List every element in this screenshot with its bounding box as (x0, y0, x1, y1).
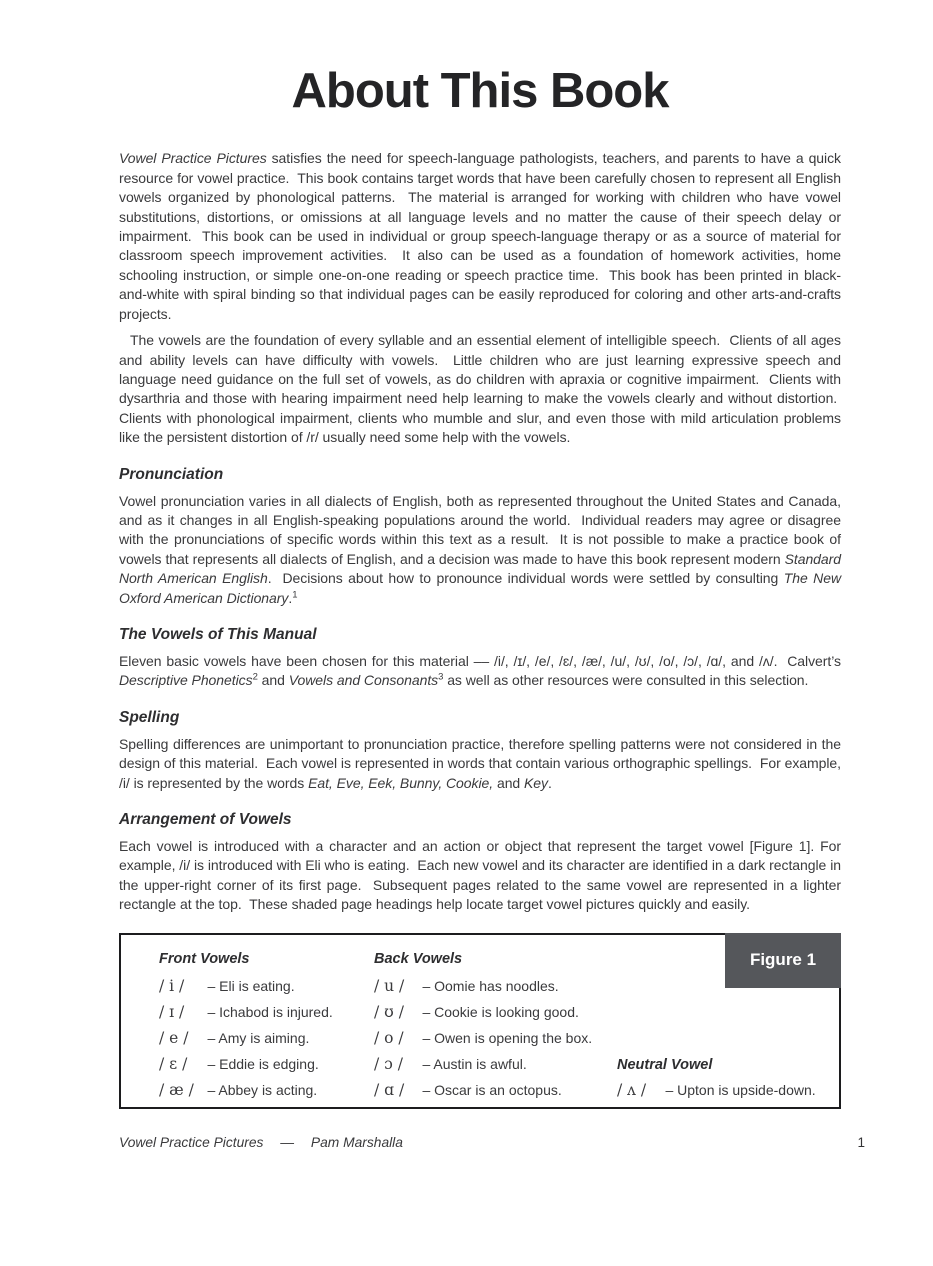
section-paragraph: Vowel pronunciation varies in all dialects of English, both as represented throughout the United States and Canada, and as it changes in all English-speaking populations around the world. Individual readers may agree or disagree with the pronunciations of specific words within this text as a result. It is not possible to make a practice book of vowels that represents all dialects of English, and a decision was made to have this book represent modern Standard North American English. Decisions about how to pronounce individual words were settled by consulting The New Oxford American Dictionary.$^1$ (119, 492, 842, 606)
vowel-label: – Abbey is acting. (207, 1081, 318, 1098)
vowel-item (159, 1029, 374, 1048)
intro-section (119, 149, 841, 447)
neutral-vowel-header: Neutral Vowel (617, 1056, 713, 1073)
section-paragraph: Each vowel is introduced with a character and an action or object that represent the target vowel [Figure 1]. For example, /i/ is introduced with Eli who is eating. Each new vowel and its character are identified in a dark rectangle in the upper-right corner of its first page. Subsequent pages related to the same vowel are represented in a lighter rectangle at the top. These shaded page headings help locate target vowel pictures quickly and easily. (119, 838, 841, 913)
vowel-item (374, 1081, 617, 1100)
vowel-label: – Austin is awful. (422, 1055, 527, 1072)
vowel-item (374, 1029, 617, 1048)
section-arrangement-of-vowels (119, 811, 841, 915)
vowel-notation: / u / (374, 976, 405, 995)
vowel-item (374, 977, 617, 996)
section-spelling (119, 709, 841, 793)
section-paragraph: Eleven basic vowels have been chosen for this material –– /i/, /ɪ/, /e/, /ɛ/, /æ/, /u/, /ʊ/, /o/, /ɔ/, /ɑ/, and /ʌ/. Calvert’s Descriptive Phonetics$^2$ and Vowels and Consonants$^3$ as well as other resources were consulted in this selection. (119, 652, 841, 689)
figure-1-box (119, 933, 841, 1109)
vowel-notation: / i / (159, 976, 185, 995)
vowel-notation: / o / (374, 1028, 404, 1047)
section-heading: Pronunciation (119, 465, 224, 483)
vowel-label: – Eli is eating. (207, 977, 295, 994)
vowel-notation: / ɛ / (159, 1054, 188, 1073)
vowel-item (374, 1003, 617, 1022)
vowel-notation: / æ / (159, 1080, 194, 1099)
section-paragraph: Spelling differences are unimportant to pronunciation practice, therefore spelling patterns were not considered in the design of this material. Each vowel is represented in words that contain various orthographic spellings. For example, /i/ is represented by the words Eat, Eve, Eek, Bunny, Cookie, and Key. (119, 735, 841, 791)
section-heading: The Vowels of This Manual (119, 625, 317, 643)
vowel-notation: / ʌ / (617, 1080, 647, 1099)
vowel-notation: / e / (159, 1028, 189, 1047)
vowel-label: – Amy is aiming. (207, 1029, 310, 1046)
vowel-notation: / ʊ / (374, 1002, 404, 1021)
figure-1-tab: Figure 1 (725, 933, 841, 988)
vowel-label: – Oomie has noodles. (422, 977, 559, 994)
vowel-item (159, 1081, 374, 1100)
document-page (0, 66, 933, 1266)
footer-book-title: Vowel Practice Pictures (119, 1134, 264, 1150)
section-heading: Spelling (119, 708, 180, 726)
footer-citation (119, 1135, 403, 1150)
front-vowels-header: Front Vowels (159, 950, 250, 967)
vowel-label: – Eddie is edging. (207, 1055, 319, 1072)
intro-paragraph: Vowel Practice Pictures satisfies the need for speech-language pathologists, teachers, and parents to have a quick resource for vowel practice. This book contains target words that have been carefully chosen to represent all English vowels organized by phonological patterns. The material is arranged for working with children who have vowel substitutions, distortions, or omissions at all language levels and no matter the cause of their speech delay or impairment. This book can be used in individual or group speech-language therapy or as a source of material for classroom speech improvement activities. It also can be used as a foundation of homework activities, home schooling instruction, or simple one-on-one reading or speech practice time. This book has been printed in black-and-white with spiral binding so that individual pages can be easily reproduced for coloring and other arts-and-crafts projects. (119, 150, 841, 322)
page-title: About This Book (291, 64, 669, 118)
vowel-item (159, 1003, 374, 1022)
section-vowels-of-this-manual (119, 626, 841, 691)
vowel-label: – Upton is upside-down. (665, 1081, 816, 1098)
section-pronunciation (119, 466, 841, 608)
vowel-notation: / ɔ / (374, 1054, 403, 1073)
vowel-label: – Oscar is an octopus. (422, 1081, 562, 1098)
vowel-item (159, 977, 374, 996)
footer-separator: — (280, 1134, 295, 1150)
vowel-notation: / ɑ / (374, 1080, 405, 1099)
vowel-notation: / ɪ / (159, 1002, 185, 1021)
intro-paragraph: The vowels are the foundation of every syllable and an essential element of intelligible speech. Clients of all ages and ability levels can have difficulty with vowels. Little children who are just learning expressive speech and language need guidance on the full set of vowels, as do children with apraxia or cognitive impairment. Clients with dysarthria and those with hearing impairment need help learning to make the vowels clearly and without distortion. Clients with phonological impairment, clients who mumble and slur, and even those with mild articulation problems like the persistent distortion of /r/ usually need some help with the vowels. (119, 332, 841, 446)
vowel-label: – Ichabod is injured. (207, 1003, 333, 1020)
footer-author: Pam Marshalla (310, 1134, 403, 1150)
vowel-label: – Cookie is looking good. (422, 1003, 579, 1020)
page-footer (119, 1134, 865, 1150)
page-number: 1 (857, 1134, 865, 1150)
vowel-item (617, 1081, 839, 1100)
vowel-item (374, 1055, 617, 1074)
vowel-label: – Owen is opening the box. (422, 1029, 593, 1046)
vowel-item (159, 1055, 374, 1074)
back-vowels-header: Back Vowels (374, 950, 463, 967)
section-heading: Arrangement of Vowels (119, 811, 292, 828)
